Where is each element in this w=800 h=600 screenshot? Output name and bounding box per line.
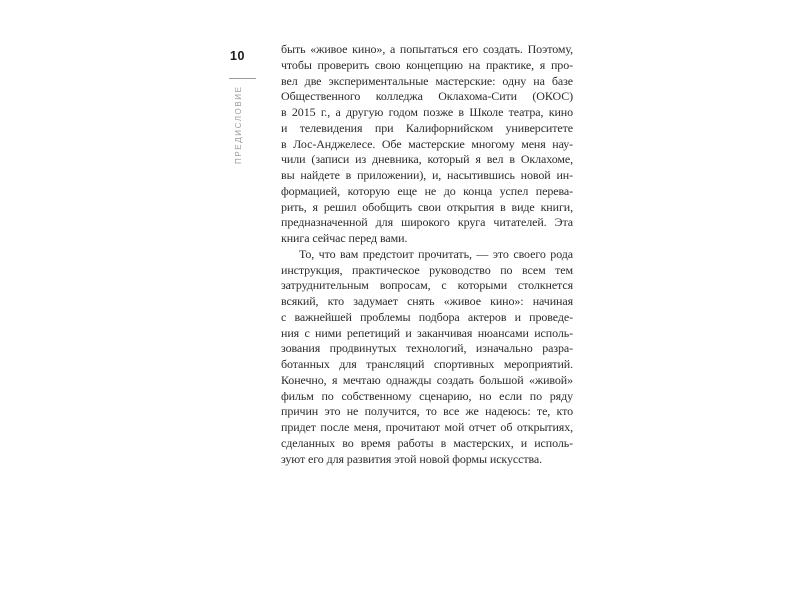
- text-line: предназначенной для широкого круга читателей. Эта: [281, 215, 573, 230]
- text-line: зуют его для развития этой новой формы искусства.: [281, 451, 543, 466]
- section-label: ПРЕДИСЛОВИЕ: [234, 85, 243, 164]
- text-line: с важнейшей проблемы подбора актеров и проведе-: [281, 309, 573, 324]
- text-line: причин это не получится, то все же надеюсь: те, кто: [281, 404, 573, 419]
- text-line: Конечно, я мечтаю однажды создать большой «живой»: [281, 372, 573, 387]
- text-line: формацией, которую еще не до конца успел перева-: [281, 183, 573, 198]
- text-line: всякий, кто задумает снять «живое кино»: начиная: [281, 294, 573, 308]
- paragraph: [281, 247, 573, 468]
- page-number: 10: [230, 49, 245, 63]
- text-line: и телевидения при Калифорнийском университете: [281, 120, 573, 135]
- text-line: в Лос-Анджелесе. Обе мастерские многому меня нау-: [281, 136, 573, 151]
- text-column: [281, 42, 573, 467]
- text-line: книга сейчас перед вами.: [281, 231, 408, 245]
- text-line: быть «живое кино», а попытаться его создать. Поэтому,: [281, 42, 573, 56]
- text-line: вел две экспериментальные мастерские: одну на базе: [281, 73, 573, 88]
- text-line: рить, я решил обобщить свои открытия в виде книги,: [281, 199, 573, 214]
- text-line: ботанных для трансляций спортивных мероприятий.: [281, 357, 573, 371]
- text-line: ния с ними репетиций и заканчивая нюансами исполь-: [281, 325, 573, 340]
- text-line: вы найдете в приложении), и, насытившись новой ин-: [281, 168, 573, 182]
- text-line: То, что вам предстоит прочитать, — это своего рода: [299, 246, 573, 261]
- paragraph: [281, 42, 573, 247]
- page-number-rule: [229, 78, 256, 79]
- text-line: сделанных во время работы в мастерских, и исполь-: [281, 435, 573, 450]
- text-line: фильм по собственному сценарию, но если по ряду: [281, 388, 573, 403]
- text-line: Общественного колледжа Оклахома-Сити (ОКОС): [281, 89, 573, 104]
- text-line: чили (записи из дневника, который я вел в Оклахоме,: [281, 152, 573, 167]
- text-line: затруднительным вопросам, с которыми столкнется: [281, 278, 573, 293]
- text-line: придет после меня, прочитают мой отчет об открытиях,: [281, 420, 573, 434]
- text-line: зования продвинутых технологий, изначально разра-: [281, 341, 573, 356]
- text-line: чтобы проверить свою концепцию на практике, я про-: [281, 57, 573, 72]
- text-line: в 2015 г., а другую годом позже в Школе театра, кино: [281, 105, 573, 119]
- text-line: инструкция, практическое руководство по всем тем: [281, 262, 573, 277]
